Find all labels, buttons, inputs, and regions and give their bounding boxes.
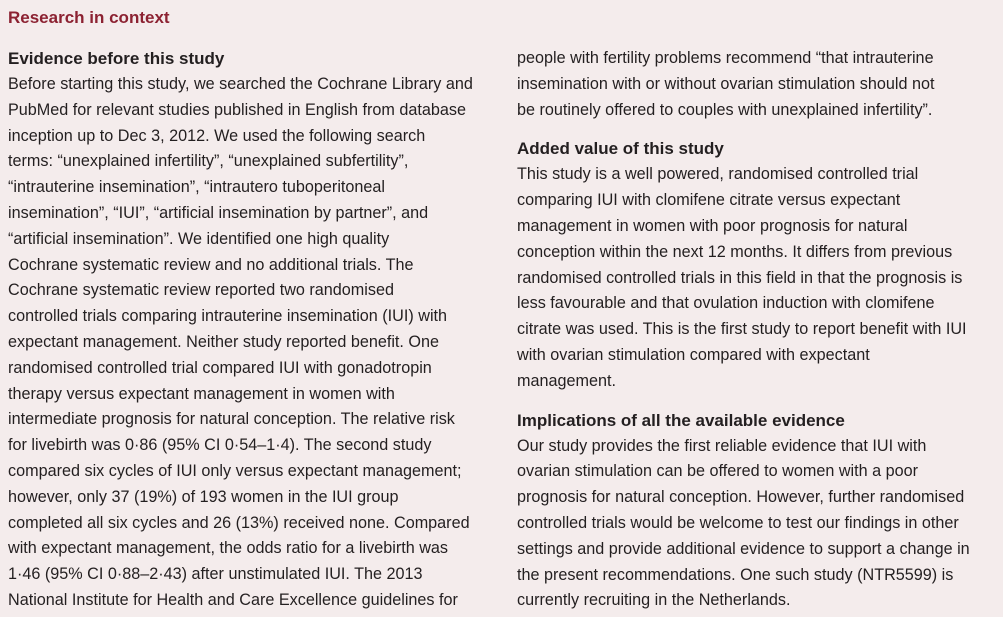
implications-heading: Implications of all the available evidence [517,410,845,430]
text-line: National Institute for Health and Care Excellence guidelines for [8,590,458,609]
text-line: management in women with poor prognosis for natural [517,216,908,235]
text-line: Before starting this study, we searched the Cochrane Library and [8,75,473,93]
text-line: insemination with or without ovarian stimulation should not [517,74,935,93]
left-column [8,46,498,614]
text-line: Our study provides the first reliable evidence that IUI with [517,436,927,455]
text-line: compared six cycles of IUI only versus expectant management; [8,461,462,480]
text-line: controlled trials comparing intrauterine insemination (IUI) with [8,307,448,326]
added-value-body [517,162,1003,394]
text-line: less favourable and that ovulation induction with clomifene [517,294,935,313]
text-line: “intrauterine insemination”, “intrautero tuboperitoneal [8,178,386,197]
text-line: completed all six cycles and 26 (13%) received none. Compared [8,513,470,532]
evidence-before-body [8,72,498,614]
text-line: PubMed for relevant studies published in English from database [8,100,467,119]
panel-title: Research in context [8,8,170,27]
text-line: citrate was used. This is the first study to report benefit with IUI [517,320,967,339]
text-line: with expectant management, the odds ratio for a livebirth was [8,539,448,558]
text-line: currently recruiting in the Netherlands. [517,591,791,610]
text-line: controlled trials would be welcome to test our findings in other [517,513,959,532]
text-line: “artificial insemination”. We identified one high quality [8,229,390,248]
evidence-before-continuation [517,46,1003,123]
text-line: however, only 37 (19%) of 193 women in the IUI group [8,487,399,506]
text-line: prognosis for natural conception. However, further randomised [517,488,965,507]
text-line: Cochrane systematic review reported two randomised [8,281,394,300]
text-line: 1·46 (95% CI 0·88–2·43) after unstimulated IUI. The 2013 [8,565,423,584]
text-line: settings and provide additional evidence to support a change in [517,539,970,558]
text-line: expectant management. Neither study reported benefit. One [8,332,440,351]
text-line: Cochrane systematic review and no additional trials. The [8,255,414,274]
evidence-before-heading: Evidence before this study [8,49,225,68]
text-line: terms: “unexplained infertility”, “unexplained subfertility”, [8,152,409,171]
implications-body [517,434,1003,615]
text-line: insemination”, “IUI”, “artificial insemination by partner”, and [8,203,429,222]
text-line: be routinely offered to couples with unexplained infertility”. [517,100,933,119]
text-line: This study is a well powered, randomised controlled trial [517,165,919,184]
text-line: with ovarian stimulation compared with expectant [517,345,870,364]
text-line: the present recommendations. One such study (NTR5599) is [517,565,954,584]
text-line: people with fertility problems recommend “that intrauterine [517,49,934,67]
section-spacer [517,395,1003,408]
text-line: therapy versus expectant management in women with [8,384,395,403]
text-line: conception within the next 12 months. It differs from previous [517,242,953,261]
text-line: intermediate prognosis for natural conception. The relative risk [8,410,455,429]
text-line: randomised controlled trial compared IUI with gonadotropin [8,358,432,377]
text-line: for livebirth was 0·86 (95% CI 0·54–1·4). The second study [8,436,432,455]
text-line: comparing IUI with clomifene citrate versus expectant [517,191,901,210]
section-spacer [517,123,1003,136]
text-line: management. [517,371,616,390]
text-line: randomised controlled trials in this field in that the prognosis is [517,268,963,287]
added-value-heading: Added value of this study [517,139,724,159]
text-line: inception up to Dec 3, 2012. We used the following search [8,126,426,145]
right-column [517,46,1003,614]
text-line: ovarian stimulation can be offered to women with a poor [517,462,919,481]
